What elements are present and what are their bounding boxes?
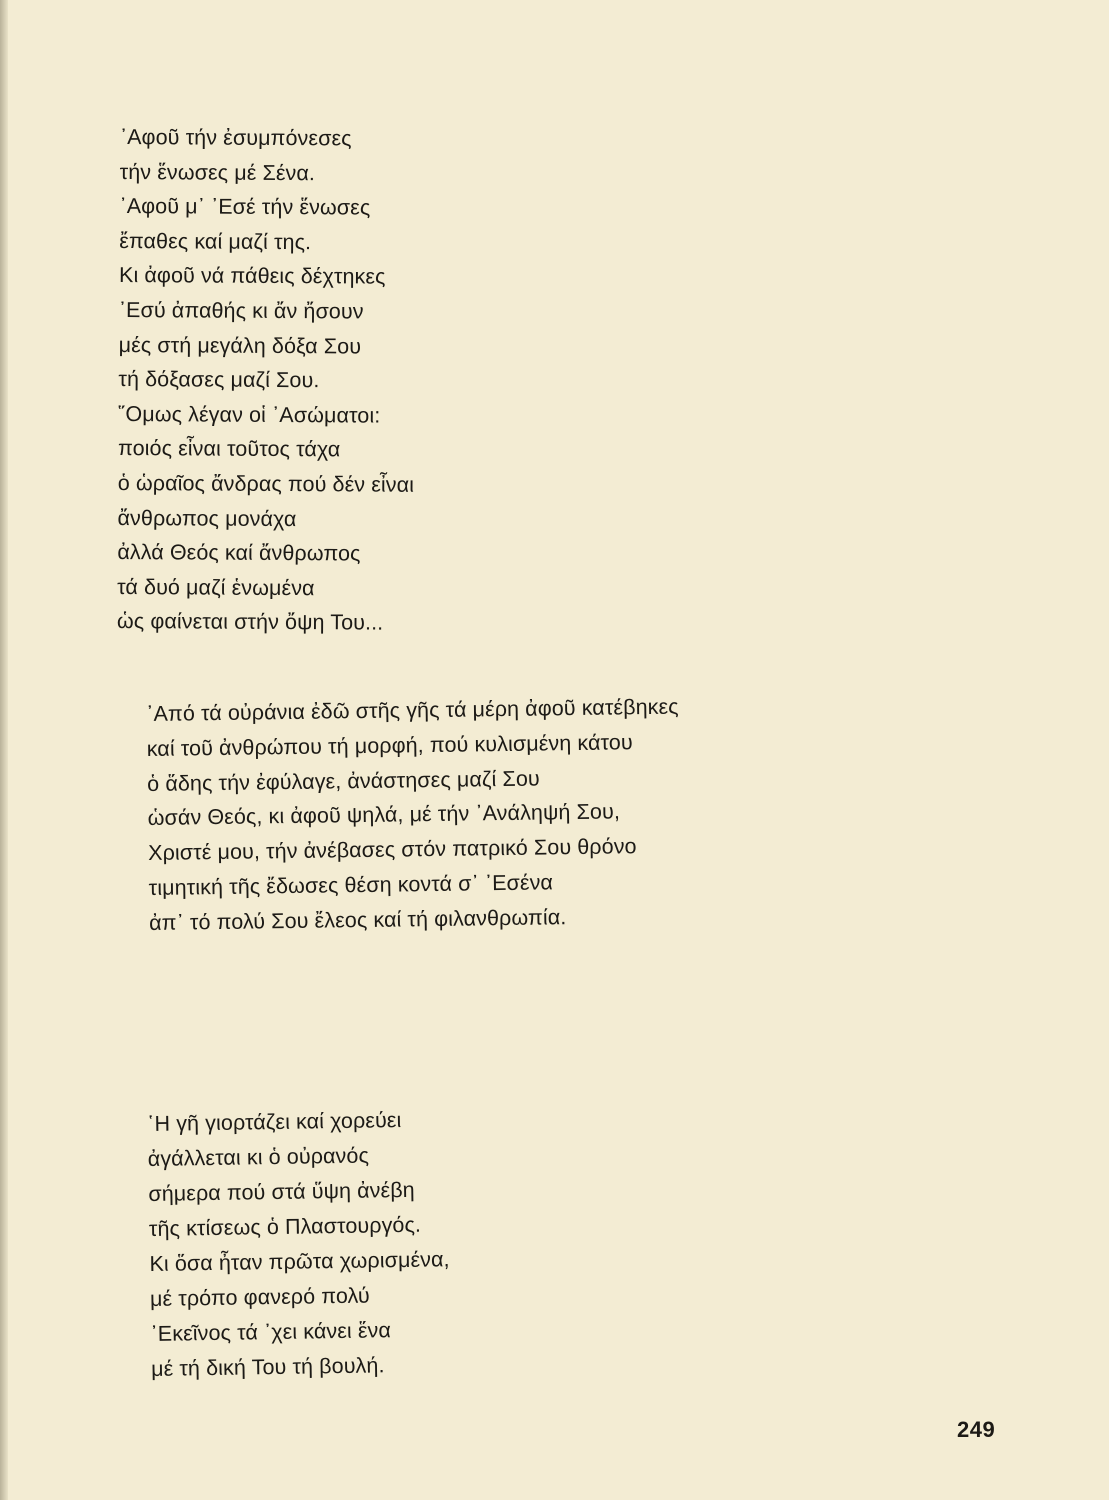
poem-line: ὁ ἅδης τήν ἐφύλαγε, ἀνάστησες μαζί Σου <box>147 766 540 796</box>
poem-line: Χριστέ μου, τήν ἀνέβασες στόν πατρικό Σου θρόνο <box>148 834 637 866</box>
poem-line: Κι ἀφοῦ νά πάθεις δέχτηκες <box>118 263 386 289</box>
poem-line: ἀγάλλεται κι ὁ οὐρανός <box>147 1143 370 1171</box>
poem-line: τή δόξασες μαζί Σου. <box>118 367 320 393</box>
poem-line: Κι ὅσα ἦταν πρῶτα χωρισμένα, <box>149 1247 450 1276</box>
poem-line: ᾿Εσύ ἀπαθής κι ἄν ἤσουν <box>118 297 364 324</box>
poem-line: τιμητική τῆς ἔδωσες θέση κοντά σ᾿ ᾿Εσένα <box>148 870 554 900</box>
poem-line: τήν ἕνωσες μέ Σένα. <box>119 159 316 185</box>
poem-line: ἄνθρωπος μονάχα <box>117 505 297 531</box>
poem-line: ῞Ομως λέγαν οἱ ᾿Ασώματοι: <box>118 401 381 428</box>
poem-line: τά δυό μαζί ἑνωμένα <box>117 574 315 600</box>
poem-stanza-1 <box>117 120 416 641</box>
poem-line: ἀλλά Θεός καί ἄνθρωπος <box>117 540 361 566</box>
poem-line: τῆς κτίσεως ὁ Πλαστουργός. <box>148 1212 422 1241</box>
poem-line: ᾿Αφοῦ τήν ἐσυμπόνεσες <box>119 124 352 151</box>
page-edge <box>0 0 8 1500</box>
poem-line: μέ τρόπο φανερό πολύ <box>149 1283 370 1311</box>
page-number: 249 <box>957 1417 996 1442</box>
poem-line: σήμερα πού στά ὕψη ἀνέβη <box>148 1177 415 1206</box>
poem-stanza-2 <box>146 690 682 941</box>
poem-line: μές στή μεγάλη δόξα Σου <box>118 332 362 359</box>
poem-line: μέ τή δική Του τή βουλή. <box>150 1353 385 1381</box>
poem-line: ὡσάν Θεός, κι ἀφοῦ ψηλά, μέ τήν ᾿Ανάληψή Σου, <box>147 799 621 831</box>
poem-line: ᾿Αφοῦ μ᾿ ᾿Εσέ τήν ἕνωσες <box>119 194 371 220</box>
poem-line: καί τοῦ ἀνθρώπου τή μορφή, πού κυλισμένη κάτου <box>146 730 633 761</box>
poem-line: ἔπαθες καί μαζί της. <box>119 228 312 254</box>
poem-line: ὡς φαίνεται στήν ὄψη Του... <box>116 609 384 635</box>
poem-line: ᾿Από τά οὐράνια ἐδῶ στῆς γῆς τά μέρη ἀφοῦ κατέβηκες <box>146 694 679 726</box>
poem-line: ἀπ᾿ τό πολύ Σου ἔλεος καί τή φιλανθρωπία. <box>148 904 567 935</box>
poem-line: ᾿Εκεῖνος τά ᾿χει κάνει ἕνα <box>150 1318 392 1346</box>
poem-line: ποιός εἶναι τοῦτος τάχα <box>117 436 341 462</box>
poem-line: ὁ ὡραῖος ἄνδρας πού δέν εἶναι <box>117 470 415 497</box>
poem-stanza-3 <box>147 1102 452 1387</box>
poem-line: ῾Η γῆ γιορτάζει καί χορεύει <box>147 1108 402 1136</box>
